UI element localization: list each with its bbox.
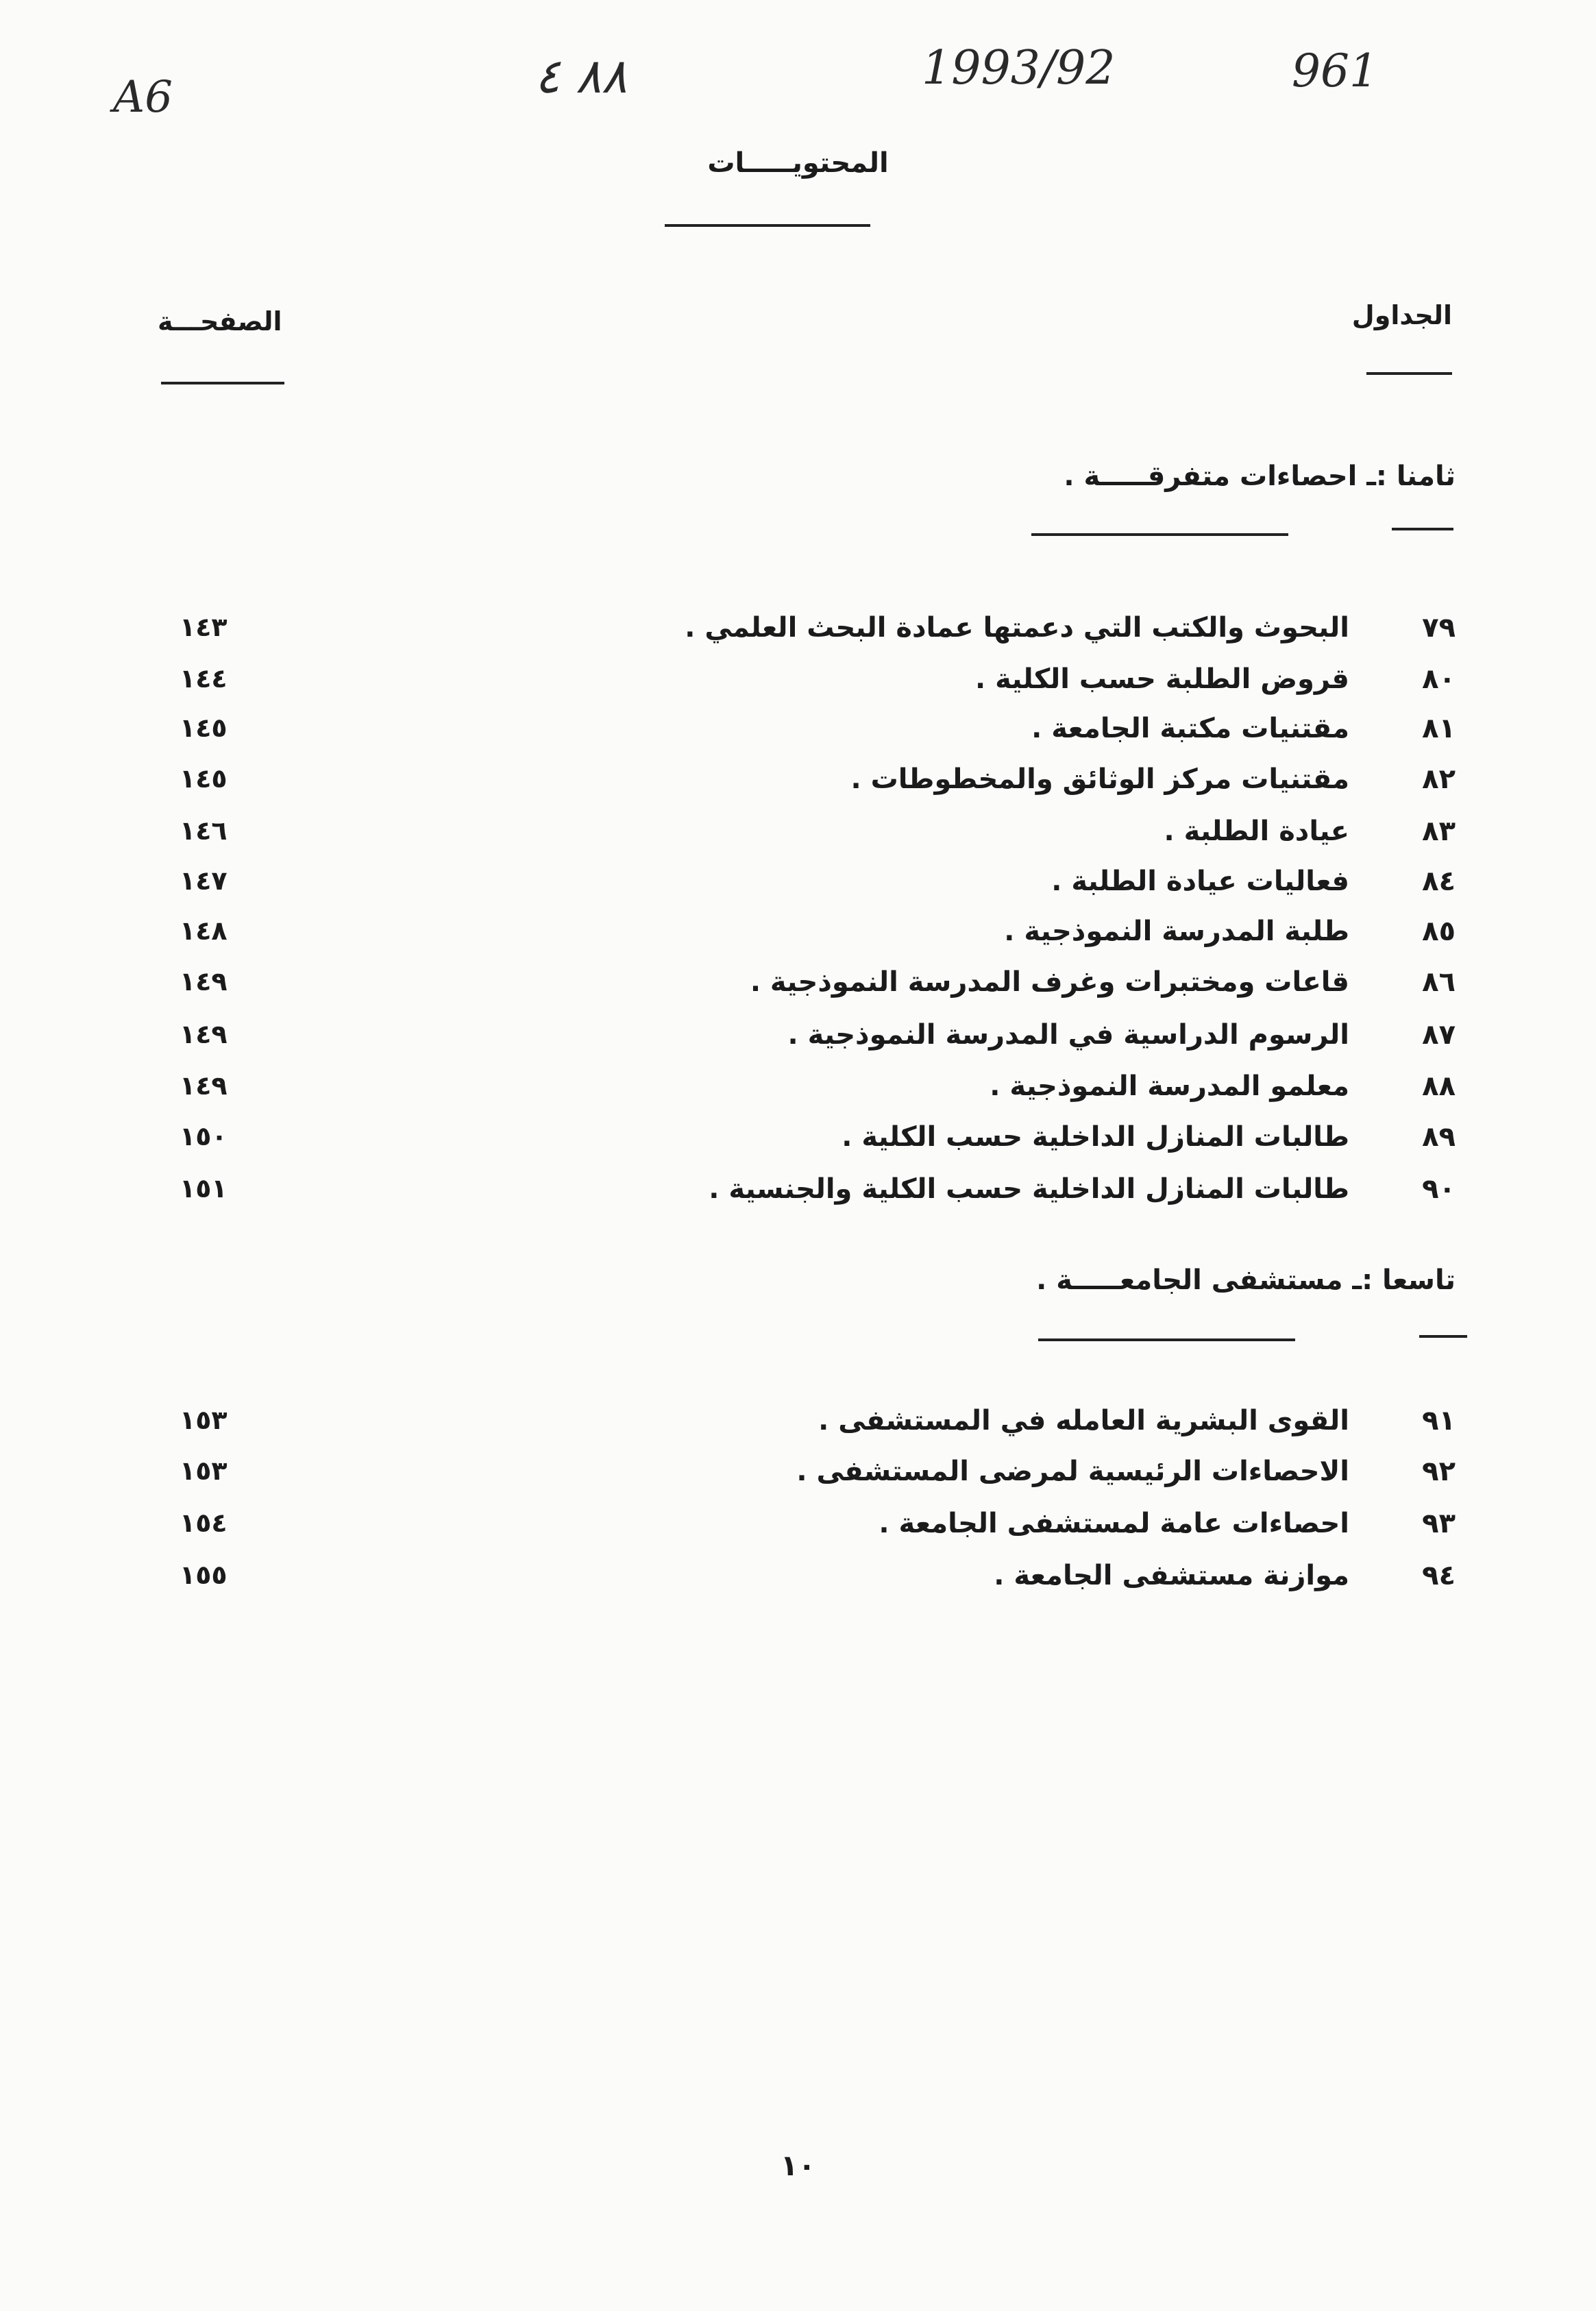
toc-row — [0, 1019, 1596, 1057]
toc-row — [0, 713, 1596, 751]
table-title: فعاليات عيادة الطلبة . — [1051, 866, 1349, 897]
table-number: ٨٧ — [1422, 1019, 1456, 1051]
table-number: ٨٩ — [1422, 1121, 1456, 1153]
table-title: معلمو المدرسة النموذجية . — [990, 1071, 1349, 1102]
table-number: ٨١ — [1422, 713, 1456, 744]
page-number: ١٤٣ — [180, 612, 228, 642]
section-heading-miscellaneous: ثامنا :ـ احصاءات متفرقـــــة . — [1064, 461, 1456, 492]
table-title: الرسوم الدراسية في المدرسة النموذجية . — [787, 1019, 1349, 1051]
footer-page-number: ١٠ — [780, 2149, 816, 2182]
table-title: طالبات المنازل الداخلية حسب الكلية والجنسية . — [709, 1173, 1349, 1205]
table-title: الاحصاءات الرئيسية لمرضى المستشفى . — [796, 1456, 1349, 1487]
page-number: ١٤٩ — [180, 966, 228, 996]
table-number: ٨٠ — [1422, 663, 1456, 695]
toc-row — [0, 1508, 1596, 1546]
toc-row — [0, 1405, 1596, 1443]
page-number: ١٥٥ — [180, 1560, 228, 1590]
handwritten-ref-mid: ٨٨ ٤ — [535, 48, 628, 104]
page-number: ١٥٠ — [180, 1121, 228, 1151]
table-title: البحوث والكتب التي دعمتها عمادة البحث العلمي . — [685, 612, 1349, 644]
page-number: ١٤٧ — [180, 866, 228, 896]
toc-row — [0, 1071, 1596, 1109]
column-header-page-underline — [161, 382, 284, 384]
table-title: موازنة مستشفى الجامعة . — [994, 1560, 1349, 1591]
table-number: ٩٠ — [1422, 1173, 1456, 1205]
section-heading-hospital: تاسعا :ـ مستشفى الجامعـــــة . — [1036, 1264, 1456, 1296]
page-number: ١٤٩ — [180, 1071, 228, 1101]
table-number: ٩٤ — [1422, 1560, 1456, 1591]
table-title: القوى البشرية العامله في المستشفى . — [818, 1405, 1349, 1436]
handwritten-ref-right: 961 — [1292, 45, 1378, 97]
page-number: ١٥٣ — [180, 1405, 228, 1435]
page-number: ١٤٨ — [180, 916, 228, 946]
column-header-tables: الجداول — [1351, 300, 1452, 330]
column-header-tables-underline — [1366, 372, 1452, 375]
table-number: ٩٢ — [1422, 1456, 1456, 1487]
section-heading-underline — [1392, 528, 1453, 530]
table-title: احصاءات عامة لمستشفى الجامعة . — [879, 1508, 1349, 1539]
toc-row — [0, 1173, 1596, 1212]
toc-row — [0, 612, 1596, 650]
page-number: ١٥١ — [180, 1173, 228, 1203]
section-heading-underline — [1419, 1335, 1467, 1338]
table-title: عيادة الطلبة . — [1164, 816, 1349, 847]
toc-row — [0, 663, 1596, 702]
toc-row — [0, 966, 1596, 1005]
table-number: ٨٥ — [1422, 916, 1456, 947]
column-header-page: الصفحـــة — [158, 306, 282, 337]
page-number: ١٥٤ — [180, 1508, 228, 1538]
table-title: طالبات المنازل الداخلية حسب الكلية . — [842, 1121, 1349, 1153]
page-number: ١٤٩ — [180, 1019, 228, 1049]
page-number: ١٤٥ — [180, 713, 228, 743]
table-title: مقتنيات مكتبة الجامعة . — [1031, 713, 1349, 744]
toc-row — [0, 763, 1596, 802]
table-title: طلبة المدرسة النموذجية . — [1004, 916, 1349, 947]
table-number: ٩٣ — [1422, 1508, 1456, 1539]
handwritten-ref-left: A6 — [113, 72, 173, 123]
table-title: قروض الطلبة حسب الكلية . — [974, 663, 1349, 695]
section-heading-underline — [1031, 533, 1288, 536]
page-title: المحتويـــــات — [707, 147, 889, 179]
toc-row — [0, 866, 1596, 904]
table-title: قاعات ومختبرات وغرف المدرسة النموذجية . — [750, 966, 1349, 998]
table-number: ٧٩ — [1422, 612, 1456, 644]
page-number: ١٤٤ — [180, 663, 228, 694]
page-number: ١٥٣ — [180, 1456, 228, 1486]
table-number: ٨٦ — [1422, 966, 1456, 998]
table-number: ٩١ — [1422, 1405, 1456, 1436]
table-number: ٨٢ — [1422, 763, 1456, 795]
table-title: مقتنيات مركز الوثائق والمخطوطات . — [850, 763, 1349, 795]
toc-row — [0, 1456, 1596, 1494]
toc-row — [0, 916, 1596, 954]
toc-row — [0, 1560, 1596, 1598]
page-number: ١٤٦ — [180, 816, 228, 846]
title-underline — [665, 224, 870, 227]
table-number: ٨٨ — [1422, 1071, 1456, 1102]
page-number: ١٤٥ — [180, 763, 228, 794]
table-number: ٨٤ — [1422, 866, 1456, 897]
toc-row — [0, 816, 1596, 854]
table-number: ٨٣ — [1422, 816, 1456, 847]
toc-row — [0, 1121, 1596, 1160]
section-heading-underline — [1038, 1338, 1295, 1341]
handwritten-year: 1993/92 — [922, 41, 1116, 95]
